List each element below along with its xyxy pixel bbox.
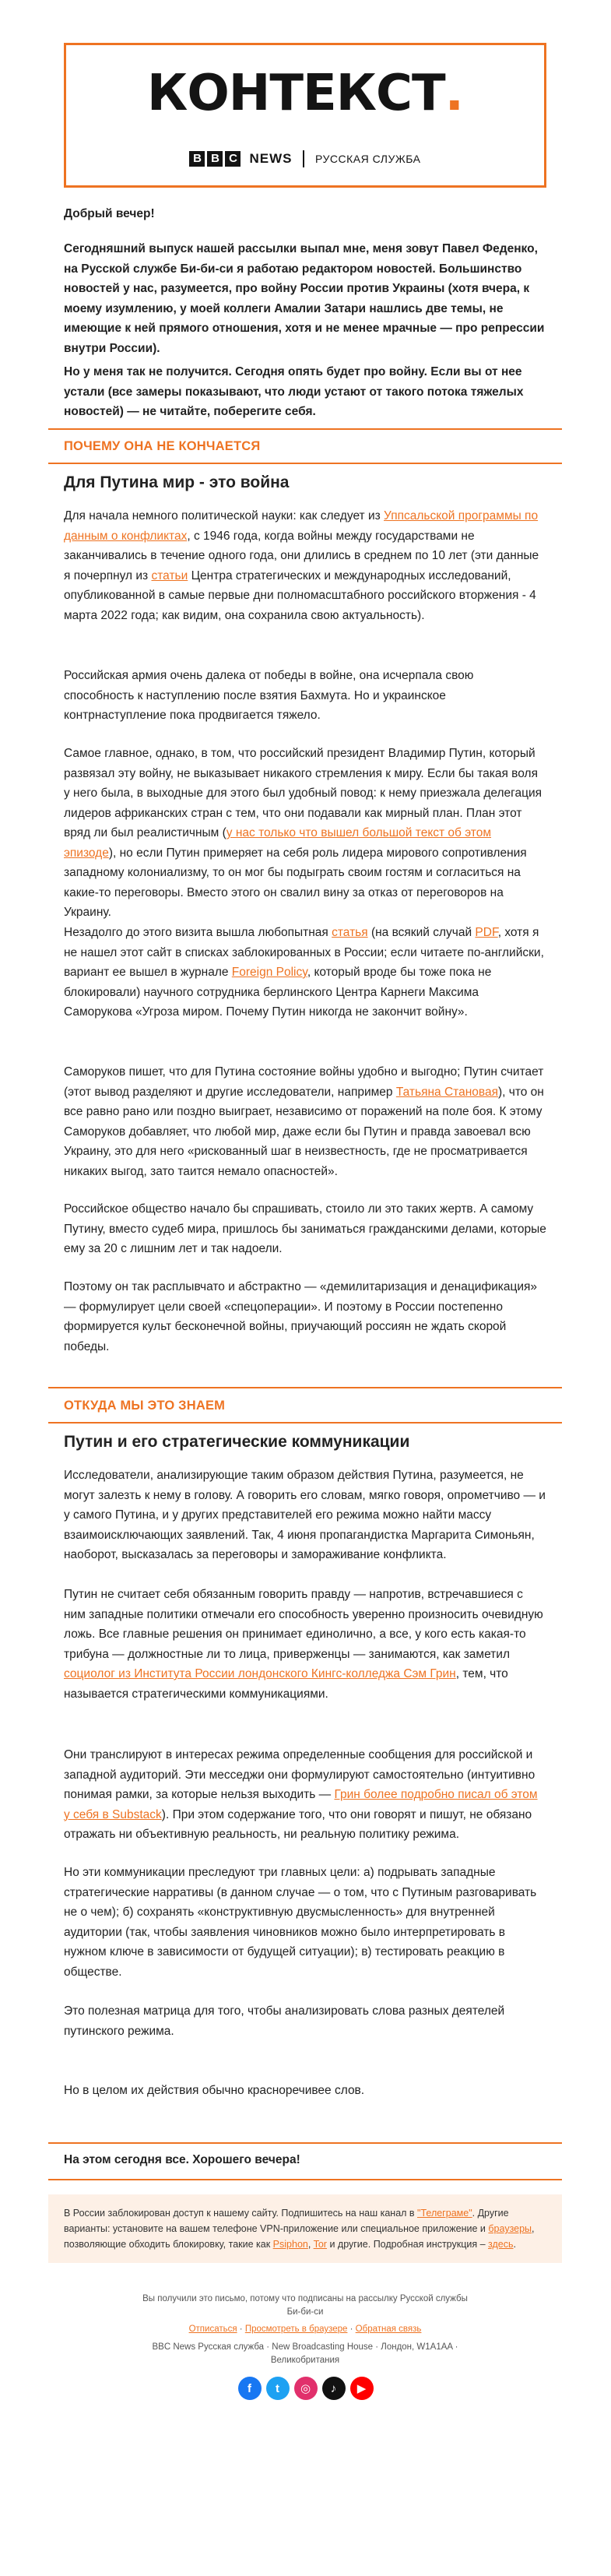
text: , bbox=[307, 2239, 314, 2250]
bbc-news-text: NEWS bbox=[249, 151, 293, 166]
sam-greene-link[interactable]: социолог из Института России лондонского Кингс-колледжа Сэм Грин bbox=[64, 1667, 456, 1680]
text: Они транслируют в интересах режима определенные сообщения для российской и западной аудиторий. Эти месседжи они формулируют самостоятельно (интуитивно понимая рамки, за которые нельзя выходить — bbox=[64, 1748, 536, 1801]
bbc-service-text: РУССКАЯ СЛУЖБА bbox=[314, 153, 421, 165]
text: (на всякий случай bbox=[367, 926, 476, 939]
telegram-link[interactable]: "Телеграме" bbox=[417, 2208, 472, 2219]
foreign-policy-link[interactable]: Foreign Policy bbox=[231, 966, 307, 979]
text: В России заблокирован доступ к нашему сайту. Подпишитесь на наш канал в bbox=[64, 2208, 418, 2219]
subscription-reason: Вы получили это письмо, потому что подписаны на рассылку Русской службы Би-би-си bbox=[142, 2294, 468, 2317]
text: ), но если Путин примеряет на себя роль лидера мирового сопротивления западному колониализму, то он мог бы подыграть своим гостям и согласиться на какие-то переговоры. Вместо этого он свалил вину за отказ от переговоров на Украину. bbox=[64, 846, 527, 919]
text: Но эти коммуникации преследуют три главных цели: а) подрывать западные стратегические нарративы (в данном случае — о том, что с Путиным разговаривать не о чем); б) сохранять «конструктивную двусмысленность» для внутренней аудитории (так, чтобы заявления чиновников можно было интерпретировать в нужном ключе в зависимости от будущей ситуации); в) тестировать реакцию в обществе. bbox=[64, 1866, 537, 1979]
s1-paragraph-7 bbox=[64, 1277, 546, 1357]
section-divider bbox=[48, 2179, 562, 2180]
text: . Другие варианты: установите на вашем телефоне VPN-приложение или специальное приложение и bbox=[64, 2208, 509, 2234]
section-divider bbox=[48, 1387, 562, 1388]
text: ), что он все равно рано или поздно выиграет, независимо от поражений на поле боя. К этому Саморуков добавляет, что любой мир, даже если бы Путин и правда завоевал всю Украину, это для него «рискованный шаг в неизвестность, где не просматривается никаких выгод, зато таится немало опасностей». bbox=[64, 1085, 544, 1178]
section-divider bbox=[48, 2142, 562, 2144]
stanovaya-link[interactable]: Татьяна Становая bbox=[395, 1085, 498, 1099]
greeting: Добрый вечер! bbox=[64, 207, 155, 220]
text: Саморуков пишет, что для Путина состояние войны удобно и выгодно; Путин считает (этот вывод разделяют и другие исследователи, например bbox=[64, 1065, 544, 1099]
section-divider bbox=[48, 1422, 562, 1423]
psiphon-link[interactable]: Psiphon bbox=[272, 2239, 308, 2250]
text: Незадолго до этого визита вышла любопытная bbox=[64, 926, 332, 939]
s1-paragraph-6 bbox=[64, 1199, 546, 1259]
blocking-notice bbox=[48, 2194, 562, 2263]
closing-text: На этом сегодня все. Хорошего вечера! bbox=[64, 2153, 300, 2166]
tor-link[interactable]: Tor bbox=[313, 2239, 327, 2250]
bbc-blocks-logo: B B C bbox=[189, 151, 241, 167]
separator: · bbox=[347, 2324, 356, 2334]
s2-paragraph-5 bbox=[64, 2001, 546, 2041]
s2-paragraph-1 bbox=[64, 1466, 546, 1565]
social-icons bbox=[0, 2377, 611, 2400]
s2-paragraph-6 bbox=[64, 2081, 546, 2101]
pdf-link[interactable]: PDF bbox=[475, 926, 498, 939]
text: , который вроде бы тоже пока не блокировали) научного сотрудника берлинского Центра Карнеги Максима Саморукова «Угроза миром. Почему Путин никогда не закончит войну». bbox=[64, 966, 492, 1019]
s2-paragraph-2 bbox=[64, 1585, 546, 1704]
africa-text-link[interactable]: у нас только что вышел большой текст об этом эпизоде bbox=[64, 826, 492, 860]
s1-paragraph-5 bbox=[64, 1062, 546, 1181]
text: Российское общество начало бы спрашивать, стоило ли это таких жертв. А самому Путину, вместо судеб мира, пришлось бы заниматься гражданскими делами, которые ему за 20 с лишним лет и так надоели. bbox=[64, 1202, 546, 1255]
intro-paragraph-1 bbox=[64, 239, 546, 358]
s1-paragraph-4 bbox=[64, 923, 546, 1022]
youtube-icon[interactable]: ▶ bbox=[350, 2377, 374, 2400]
section-divider bbox=[48, 463, 562, 464]
s2-paragraph-4 bbox=[64, 1863, 546, 1982]
s2-paragraph-3 bbox=[64, 1745, 546, 1845]
intro bbox=[64, 204, 546, 224]
bbc-russian-logo bbox=[66, 150, 544, 167]
instructions-link[interactable]: здесь bbox=[488, 2239, 514, 2250]
twitter-icon[interactable]: t bbox=[266, 2377, 290, 2400]
article-link[interactable]: статьи bbox=[151, 568, 188, 582]
text: , хотя я не нашел этот сайт в списках заблокированных в России; если читаете по-английски, вариант ее вышел в журнале bbox=[64, 926, 544, 979]
footer-address: BBC News Русская служба · New Broadcasting House · Лондон, W1A1AA · Великобритания bbox=[152, 2342, 458, 2365]
article-link[interactable]: статья bbox=[332, 926, 368, 939]
tiktok-icon[interactable]: ♪ bbox=[322, 2377, 346, 2400]
text: Это полезная матрица для того, чтобы анализировать слова разных деятелей путинского режима. bbox=[64, 2004, 505, 2038]
text: Центра стратегических и международных исследований, опубликованной в самые первые дни полномасштабного российского вторжения - 4 марта 2022 года; как видим, она сохранила свою актуальность). bbox=[64, 568, 536, 622]
instagram-icon[interactable]: ◎ bbox=[294, 2377, 318, 2400]
section-label: ОТКУДА МЫ ЭТО ЗНАЕМ bbox=[64, 1399, 226, 1413]
browsers-link[interactable]: браузеры bbox=[488, 2223, 532, 2234]
unsubscribe-link[interactable]: Отписаться bbox=[188, 2324, 237, 2334]
text: Путин не считает себя обязанным говорить правду — напротив, встречавшиеся с ним западные политики отмечали его способность уверенно произносить очевидную ложь. Все главные решения он принимает единолично, а все, у кого есть какая-то трибуна — должностные ли то лица, приверженцы — занимаются, как заметил bbox=[64, 1588, 543, 1661]
uppsala-link[interactable]: Уппсальской программы по данным о конфликтах bbox=[64, 509, 539, 543]
s1-paragraph-2 bbox=[64, 666, 546, 726]
text: Для начала немного политической науки: как следует из bbox=[64, 509, 385, 523]
intro-text-2: Но у меня так не получится. Сегодня опять будет про войну. Если вы от нее устали (все замеры показывают, что люди устают от такого потока тяжелых новостей) — не читайте, поберегите себя. bbox=[64, 365, 524, 418]
logo-divider bbox=[303, 150, 304, 167]
text: и другие. Подробная инструкция – bbox=[326, 2239, 489, 2250]
separator: · bbox=[237, 2324, 245, 2334]
intro-text-1: Сегодняшний выпуск нашей рассылки выпал мне, меня зовут Павел Феденко, на Русской службе Би-би-си я работаю редактором новостей. Большинство новостей у нас, разумеется, про войну России против Украины (хотя вчера, к моему изумлению, у моей коллеги Амалии Затари нашлись две темы, не имеющие к ней прямого отношения, хотя и не менее мрачные — про репрессии внутри России). bbox=[64, 242, 545, 355]
text: Российская армия очень далека от победы в войне, она исчерпала свою способность к наступлению после взятия Бахмута. Но и украинское контрнаступление пока продвигается тяжело. bbox=[64, 669, 474, 722]
section-title: Для Путина мир - это война bbox=[64, 473, 290, 491]
text: , тем, что называется стратегическими коммуникациями. bbox=[64, 1667, 508, 1701]
text: Но в целом их действия обычно красноречивее слов. bbox=[64, 2084, 365, 2097]
text: , позволяющие обходить блокировку, такие как bbox=[64, 2223, 535, 2250]
facebook-icon[interactable]: f bbox=[238, 2377, 262, 2400]
text: ). При этом содержание того, что они говорят и пишут, не обязано отражать ни объективную реальность, ни реальную политику режима. bbox=[64, 1807, 532, 1841]
section-label: ПОЧЕМУ ОНА НЕ КОНЧАЕТСЯ bbox=[64, 439, 261, 453]
feedback-link[interactable]: Обратная связь bbox=[355, 2324, 422, 2334]
masthead bbox=[64, 43, 546, 188]
text: . bbox=[513, 2239, 516, 2250]
view-in-browser-link[interactable]: Просмотреть в браузере bbox=[244, 2324, 348, 2334]
text: , с 1946 года, когда войны между государствами не заканчивались в течение одного года, они длились в среднем по 10 лет (эти данные я почерпнул из bbox=[64, 529, 539, 582]
s1-paragraph-3 bbox=[64, 744, 546, 923]
footer-links bbox=[142, 2323, 469, 2336]
intro-paragraph-2 bbox=[64, 362, 546, 422]
text: Поэтому он так расплывчато и абстрактно — «демилитаризация и денацификация» — формулирует цели своей «спецоперации». И поэтому в России постепенно формируется культ бесконечной войны, приучающий россиян не ждать скорой победы. bbox=[64, 1280, 538, 1353]
kontekst-logo: КОНТЕКСТ. bbox=[147, 65, 463, 122]
s1-paragraph-1 bbox=[64, 506, 546, 625]
substack-link[interactable]: Грин более подробно писал об этом у себя в Substack bbox=[64, 1788, 538, 1821]
section-divider bbox=[48, 428, 562, 430]
text: Самое главное, однако, в том, что российский президент Владимир Путин, который развязал эту войну, не выказывает никакого стремления к миру. Если бы такая воля у него была, в выходные для этого был удобный повод: к нему приезжала делегация лидеров африканских стран с тем, что они подавали как мирный план. План этот вряд ли был реалистичным ( bbox=[64, 747, 543, 839]
text: Исследователи, анализирующие таким образом действия Путина, разумеется, не могут залезть к нему в голову. А говорить его словам, мягко говоря, опрометчиво — и у самого Путина, и у других представителей его режима можно найти массу взаимоисключающих заявлений. Так, 4 июня пропагандистка Маргарита Симоньян, наоборот, высказалась за переговоры и замораживание конфликта. bbox=[64, 1469, 546, 1561]
section-title: Путин и его стратегические коммуникации bbox=[64, 1433, 410, 1451]
